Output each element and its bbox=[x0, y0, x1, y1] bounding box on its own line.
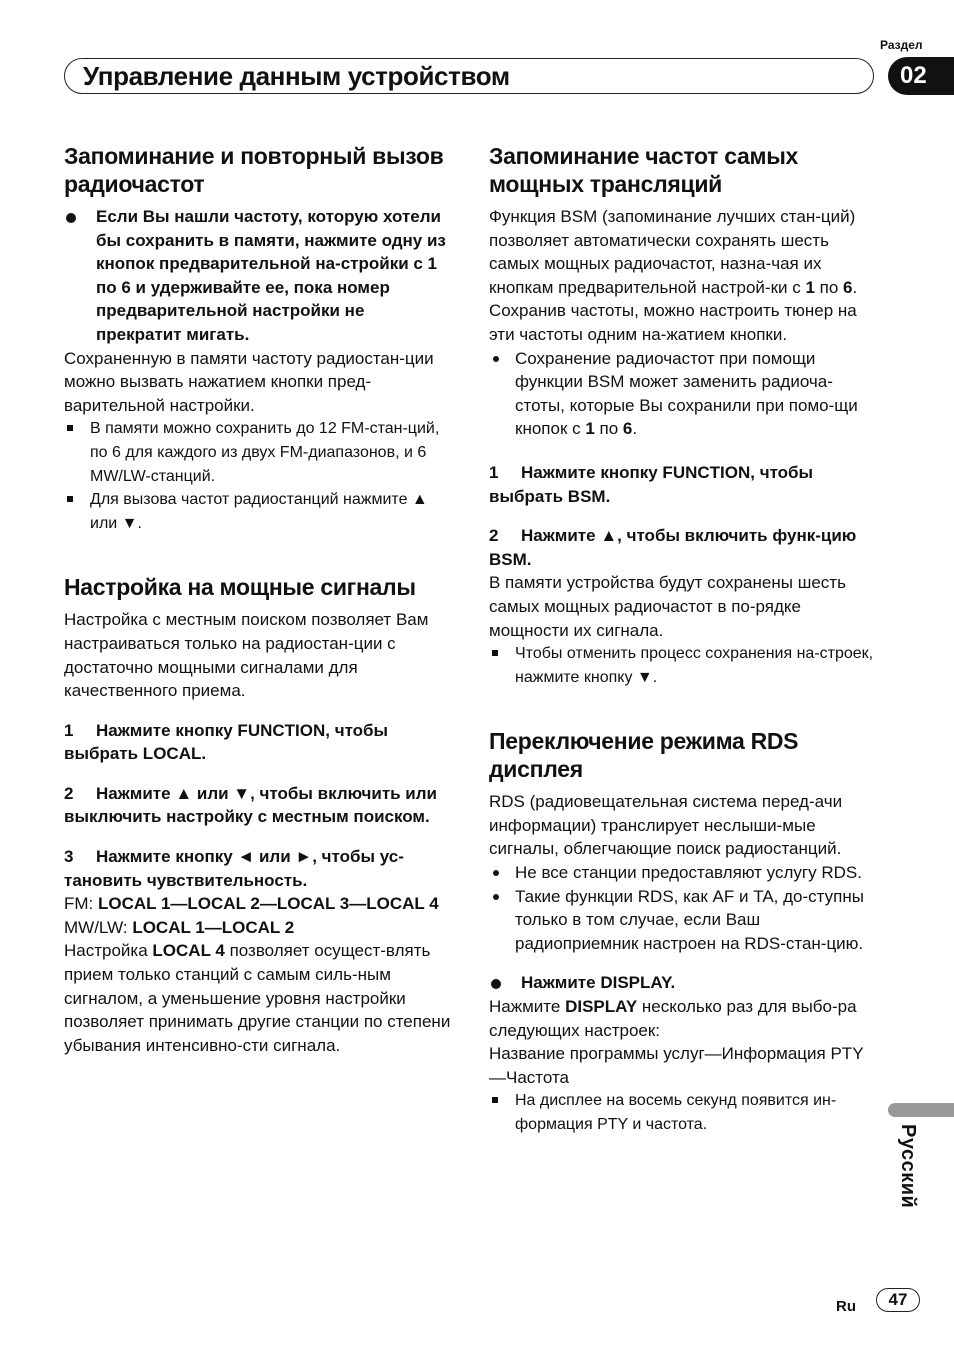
text-bold: 6 bbox=[843, 277, 853, 297]
note-text: На дисплее на восемь секунд появится ин-формация PTY и частота. bbox=[515, 1092, 837, 1133]
text-span: Настройка bbox=[64, 941, 153, 961]
text-span: Функция BSM (запоминание лучших стан-ций) позволяет автоматически сохранять шесть самых мощных радиочастот, назна-чая их кнопкам предварительной настрой-ки с bbox=[489, 207, 856, 297]
note-text: Чтобы отменить процесс сохранения на-строек, нажмите кнопку ▼. bbox=[515, 645, 874, 686]
text-span: позволяет осущест-влять прием только станций с самым силь-ным сигналом, а уменьшение уровня настройки позволяет принимать другие станции по степени убывания интенсивно-сти сигнала. bbox=[64, 941, 451, 1055]
text-span: по bbox=[594, 419, 623, 439]
bullet-item bbox=[489, 885, 875, 956]
bullet-text: Такие функции RDS, как AF и TA, до-ступны только в том случае, если Ваш радиоприемник настроен на RDS-стан-цию. bbox=[515, 886, 864, 953]
note-item bbox=[489, 642, 875, 689]
note-item bbox=[64, 417, 452, 488]
text-bold: 1 bbox=[585, 419, 595, 439]
section-heading-memory: Запоминание и повторный вызов радиочастот bbox=[64, 143, 444, 197]
language-tab bbox=[888, 1103, 954, 1117]
note-square-icon bbox=[492, 1097, 498, 1103]
note-square-icon bbox=[67, 496, 73, 502]
bullet-item bbox=[489, 861, 875, 885]
step-number: 2 bbox=[64, 783, 74, 803]
text-bold: 1 bbox=[805, 277, 815, 297]
note-text: Для вызова частот радиостанций нажмите ▲ или ▼. bbox=[90, 491, 428, 532]
step-number: 1 bbox=[64, 720, 74, 740]
body-text: В памяти устройства будут сохранены шесть самых мощных радиочастот в по-рядке мощности их сигнала. bbox=[489, 573, 846, 640]
text-bold: DISPLAY bbox=[565, 997, 638, 1017]
bullet-text: Не все станции предоставляют услугу RDS. bbox=[515, 863, 862, 883]
step-1 bbox=[489, 461, 875, 508]
body-text: RDS (радиовещательная система перед-ачи информации) транслирует неслыши-мые сигналы, облегчающие поиск радиостанций. bbox=[489, 792, 843, 859]
page-number: 47 bbox=[876, 1288, 920, 1312]
note-item bbox=[489, 1089, 875, 1136]
step-text: Нажмите кнопку FUNCTION, чтобы выбрать BSM. bbox=[489, 462, 814, 506]
bullet-item bbox=[489, 347, 875, 441]
bullet-dot-icon bbox=[493, 894, 499, 900]
body-text: Название программы услуг—Информация PTY—Частота bbox=[489, 1044, 864, 1087]
section-label: Раздел bbox=[880, 38, 923, 52]
fm-label: FM: bbox=[64, 894, 98, 914]
language-label: Русский bbox=[897, 1124, 919, 1209]
right-column bbox=[489, 142, 875, 1137]
text-span: Сохранение радиочастот при помощи функции BSM может заменить радиоча-стоты, которые Вы сохранили при помо-щи кнопок с bbox=[515, 348, 858, 439]
text-bold: 6 bbox=[622, 419, 633, 439]
body-text: Сохраненную в памяти частоту радиостан-ции можно вызвать нажатием кнопки пред-варительной настройки. bbox=[64, 348, 434, 415]
section-heading-local: Настройка на мощные сигналы bbox=[64, 574, 416, 601]
text-span: . Сохранив частоты, можно настроить тюнер на эти частоты одним на-жатием кнопки. bbox=[489, 277, 858, 344]
step-1 bbox=[64, 719, 452, 766]
note-square-icon bbox=[492, 650, 498, 656]
bullet-dot-icon bbox=[66, 213, 76, 223]
note-item bbox=[64, 488, 452, 535]
instruction-text: Если Вы нашли частоту, которую хотели бы сохранить в памяти, нажмите одну из кнопок предварительной на-стройки с 1 по 6 и удерживайте ее, пока номер предварительной настройки не прекратит мигать. bbox=[96, 207, 446, 344]
step-number: 2 bbox=[489, 526, 499, 546]
step-2 bbox=[489, 524, 875, 571]
step-text: Нажмите кнопку FUNCTION, чтобы выбрать LOCAL. bbox=[64, 720, 389, 764]
body-text bbox=[489, 995, 875, 1042]
step-number: 3 bbox=[64, 847, 74, 867]
body-text: Настройка с местным поиском позволяет Вам настраиваться только на радиостан-ции с достаточно мощными сигналами для качественного приема. bbox=[64, 610, 429, 701]
mw-label: MW/LW: bbox=[64, 917, 133, 937]
section-heading-rds: Переключение режима RDS дисплея bbox=[489, 728, 799, 783]
text-span: Нажмите bbox=[489, 997, 566, 1017]
text-span: . bbox=[632, 419, 638, 439]
body-text bbox=[64, 939, 452, 1057]
note-square-icon bbox=[67, 425, 73, 431]
fm-value: LOCAL 1—LOCAL 2—LOCAL 3—LOCAL 4 bbox=[98, 894, 439, 914]
page-language-code: Ru bbox=[836, 1298, 856, 1315]
instruction-item bbox=[489, 971, 875, 995]
step-2 bbox=[64, 782, 452, 829]
instruction-item bbox=[64, 205, 452, 347]
body-text bbox=[489, 205, 875, 347]
left-column bbox=[64, 142, 452, 1057]
text-span: несколько раз для выбо-ра следующих настроек: bbox=[489, 997, 857, 1040]
page-title: Управление данным устройством bbox=[83, 61, 510, 91]
step-text: Нажмите ▲, чтобы включить функ-цию BSM. bbox=[489, 526, 857, 569]
mw-value: LOCAL 1—LOCAL 2 bbox=[132, 917, 295, 937]
step-3 bbox=[64, 845, 452, 892]
text-span: по bbox=[814, 277, 844, 297]
bullet-dot-icon bbox=[493, 870, 499, 876]
text-bold: LOCAL 4 bbox=[152, 941, 225, 961]
instruction-text: Нажмите DISPLAY. bbox=[521, 973, 676, 993]
section-heading-bsm: Запоминание частот самых мощных трансляций bbox=[489, 143, 799, 197]
step-text: Нажмите кнопку ◄ или ►, чтобы ус-тановить чувствительность. bbox=[64, 847, 404, 890]
step-number: 1 bbox=[489, 462, 499, 482]
header-bar bbox=[64, 58, 874, 94]
note-text: В памяти можно сохранить до 12 FM-стан-ций, по 6 для каждого из двух FM-диапазонов, и 6 MW/LW-станций. bbox=[90, 420, 440, 485]
fm-settings bbox=[64, 892, 452, 916]
bullet-dot-icon bbox=[491, 979, 501, 989]
section-number-badge: 02 bbox=[888, 57, 954, 95]
step-text: Нажмите ▲ или ▼, чтобы включить или выключить настройку с местным поиском. bbox=[64, 783, 438, 827]
mw-settings bbox=[64, 916, 452, 940]
bullet-dot-icon bbox=[493, 356, 499, 362]
